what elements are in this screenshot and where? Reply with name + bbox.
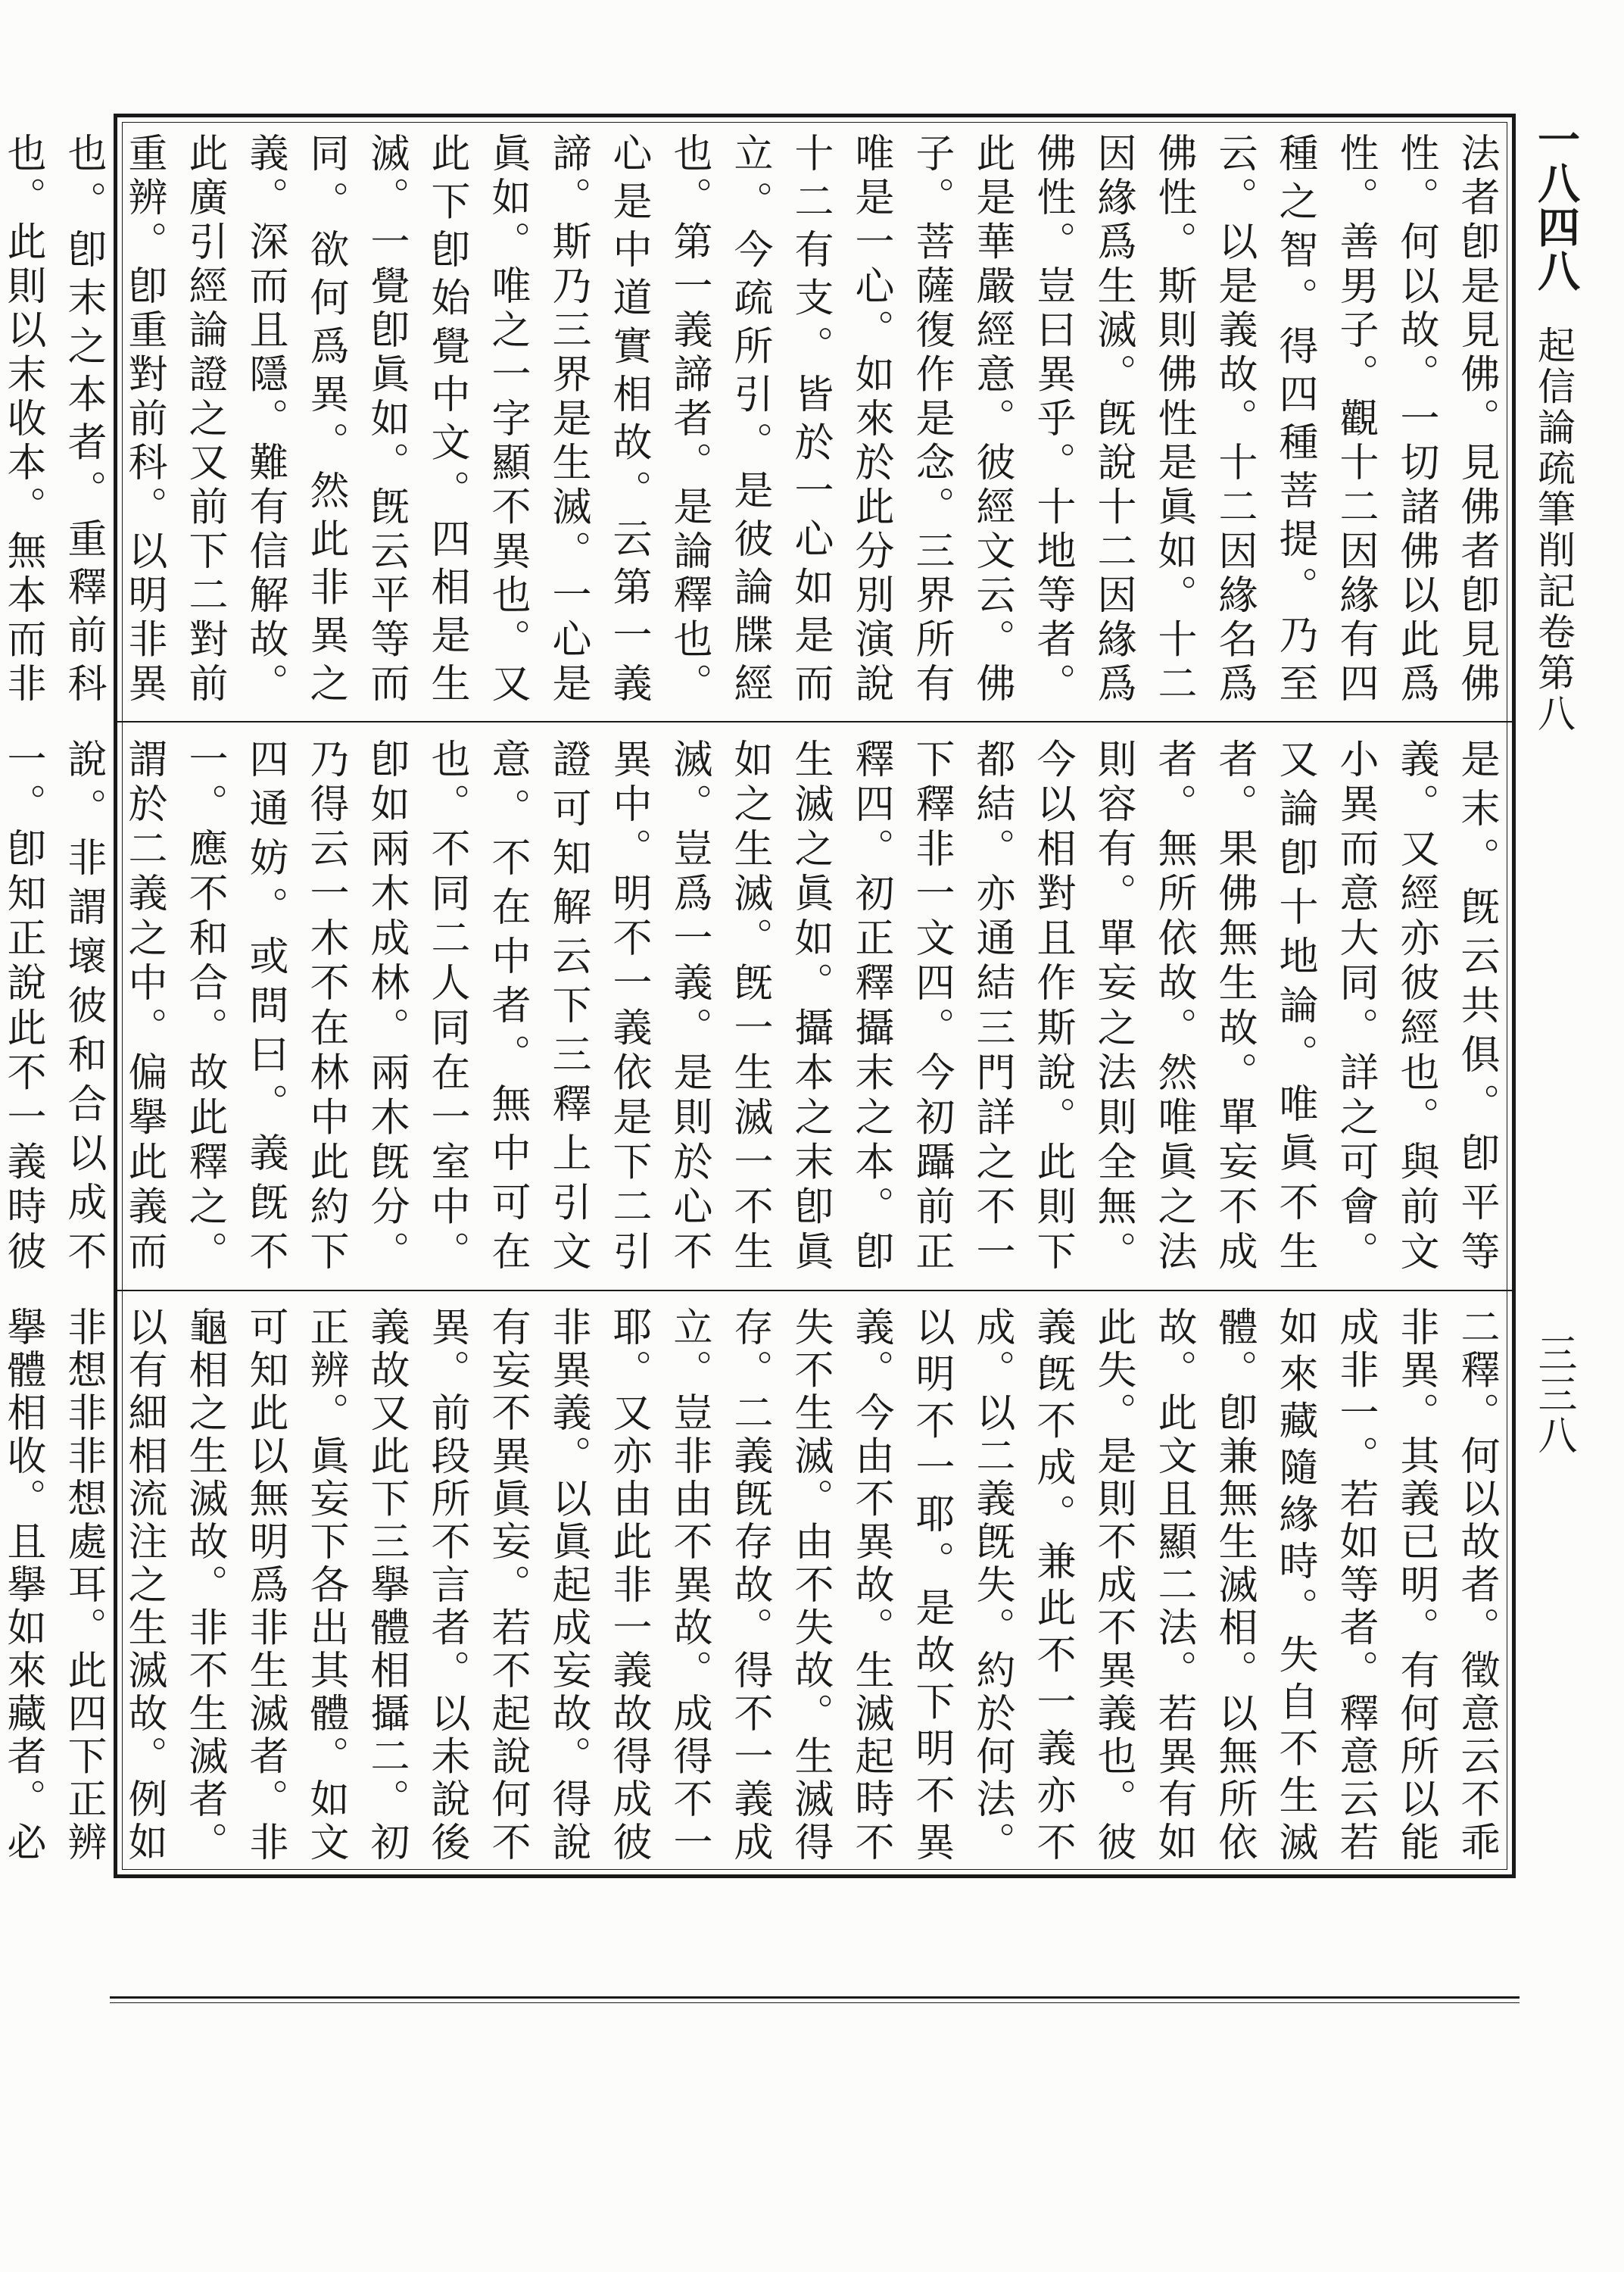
register-divider xyxy=(117,1290,1512,1291)
register-text: 是末。旣云共俱。卽平等義。又經亦彼經也。與前文小異而意大同。詳之可會。又論卽十地論。唯眞不生者。果佛無生故。單妄不成者。無所依故。然唯眞之法則容有。單妄之法則全無。今以相對且作斯說。此則下都結。亦通結三門詳之不一下釋非一文四。今初躡前正釋四。初正釋攝末之本。卽生滅之眞如。攝本之末卽眞如之生滅。旣一生滅一不生滅。豈爲一義。是則於心不異中。明不一義依是下二引證可知解云下三釋上引文意。不在中者。無中可在也。不同二人同在一室中。卽如兩木成林。兩木旣分。乃得云一木不在林中此約下四通妨。或問曰。義旣不一。應不和合。故此釋之。謂於二義之中。偏擧此義而說。非謂壞彼和合以成不一。卽知正說此不一義時彼 xyxy=(0,738,1499,1272)
register-divider xyxy=(117,721,1512,722)
running-title: 起信論疏筆削記卷第八 xyxy=(1532,326,1576,735)
register-top xyxy=(0,133,1507,704)
bottom-rule xyxy=(110,1996,1520,1999)
page-number-left: 一八四八 xyxy=(1531,117,1581,293)
register-bottom xyxy=(0,1306,1507,1863)
page-number-right: 三三八 xyxy=(1531,1333,1576,1456)
register-text: 二釋。何以故者。徵意云不乖非異。其義已明。有何所以能成非一。若如等者。釋意云若如來藏隨緣時。失自不生滅體。卽兼無生滅相。以無所依故。此文且顯二法。若異有如此失。是則不成不異義也。彼義旣不成。兼此不一義亦不成。以二義旣失。約於何法。以明不一耶。是故下明不異義。今由不異故。生滅起時不失不生滅。由不失故。生滅得存。二義旣存故。得不一義成立。豈非由不異故。成得不一耶。又亦由此非一義故得成彼非異義。以眞起成妄故。得說有妄不異眞妄。若不起說何不異。前段所不言者。以未說後義故又此下三擧體相攝二。初正辨。眞妄下各出其體。如文可知此以無明爲非生滅者。非龜相之生滅故。非不生滅者。以有細相流注之生滅故。例如非想非非想處耳。此四下正辨擧體相收。且擧如來藏者。必 xyxy=(0,1306,1499,1863)
register-text: 法者卽是見佛。見佛者卽見佛性。何以故。一切諸佛以此爲性。善男子。觀十二因緣有四種之智。得四種菩提。乃至云。以是義故。十二因緣名爲佛性。斯則佛性是眞如。十二因緣爲生滅。旣說十二因緣爲佛性。豈曰異乎。十地等者。此是華嚴經意。彼經文云。佛子。菩薩復作是念。三界所有唯是一心。如來於此分別演說十二有支。皆於一心如是而立。今疏所引。是彼論牒經也。第一義諦者。是論釋也。心是中道實相故。云第一義諦。斯乃三界是生滅。一心是眞如。唯之一字顯不異也。又此下卽始覺中文。四相是生滅。一覺卽眞如。旣云平等而同。欲何爲異。然此非異之義。深而且隱。難有信解故。此廣引經論證之又前下二對前重辨。卽重對前科。以明非異也。卽末之本者。重釋前科也。此則以末收本。無本而非 xyxy=(0,133,1499,704)
register-middle xyxy=(0,738,1507,1272)
bottom-rule xyxy=(110,2002,1520,2003)
